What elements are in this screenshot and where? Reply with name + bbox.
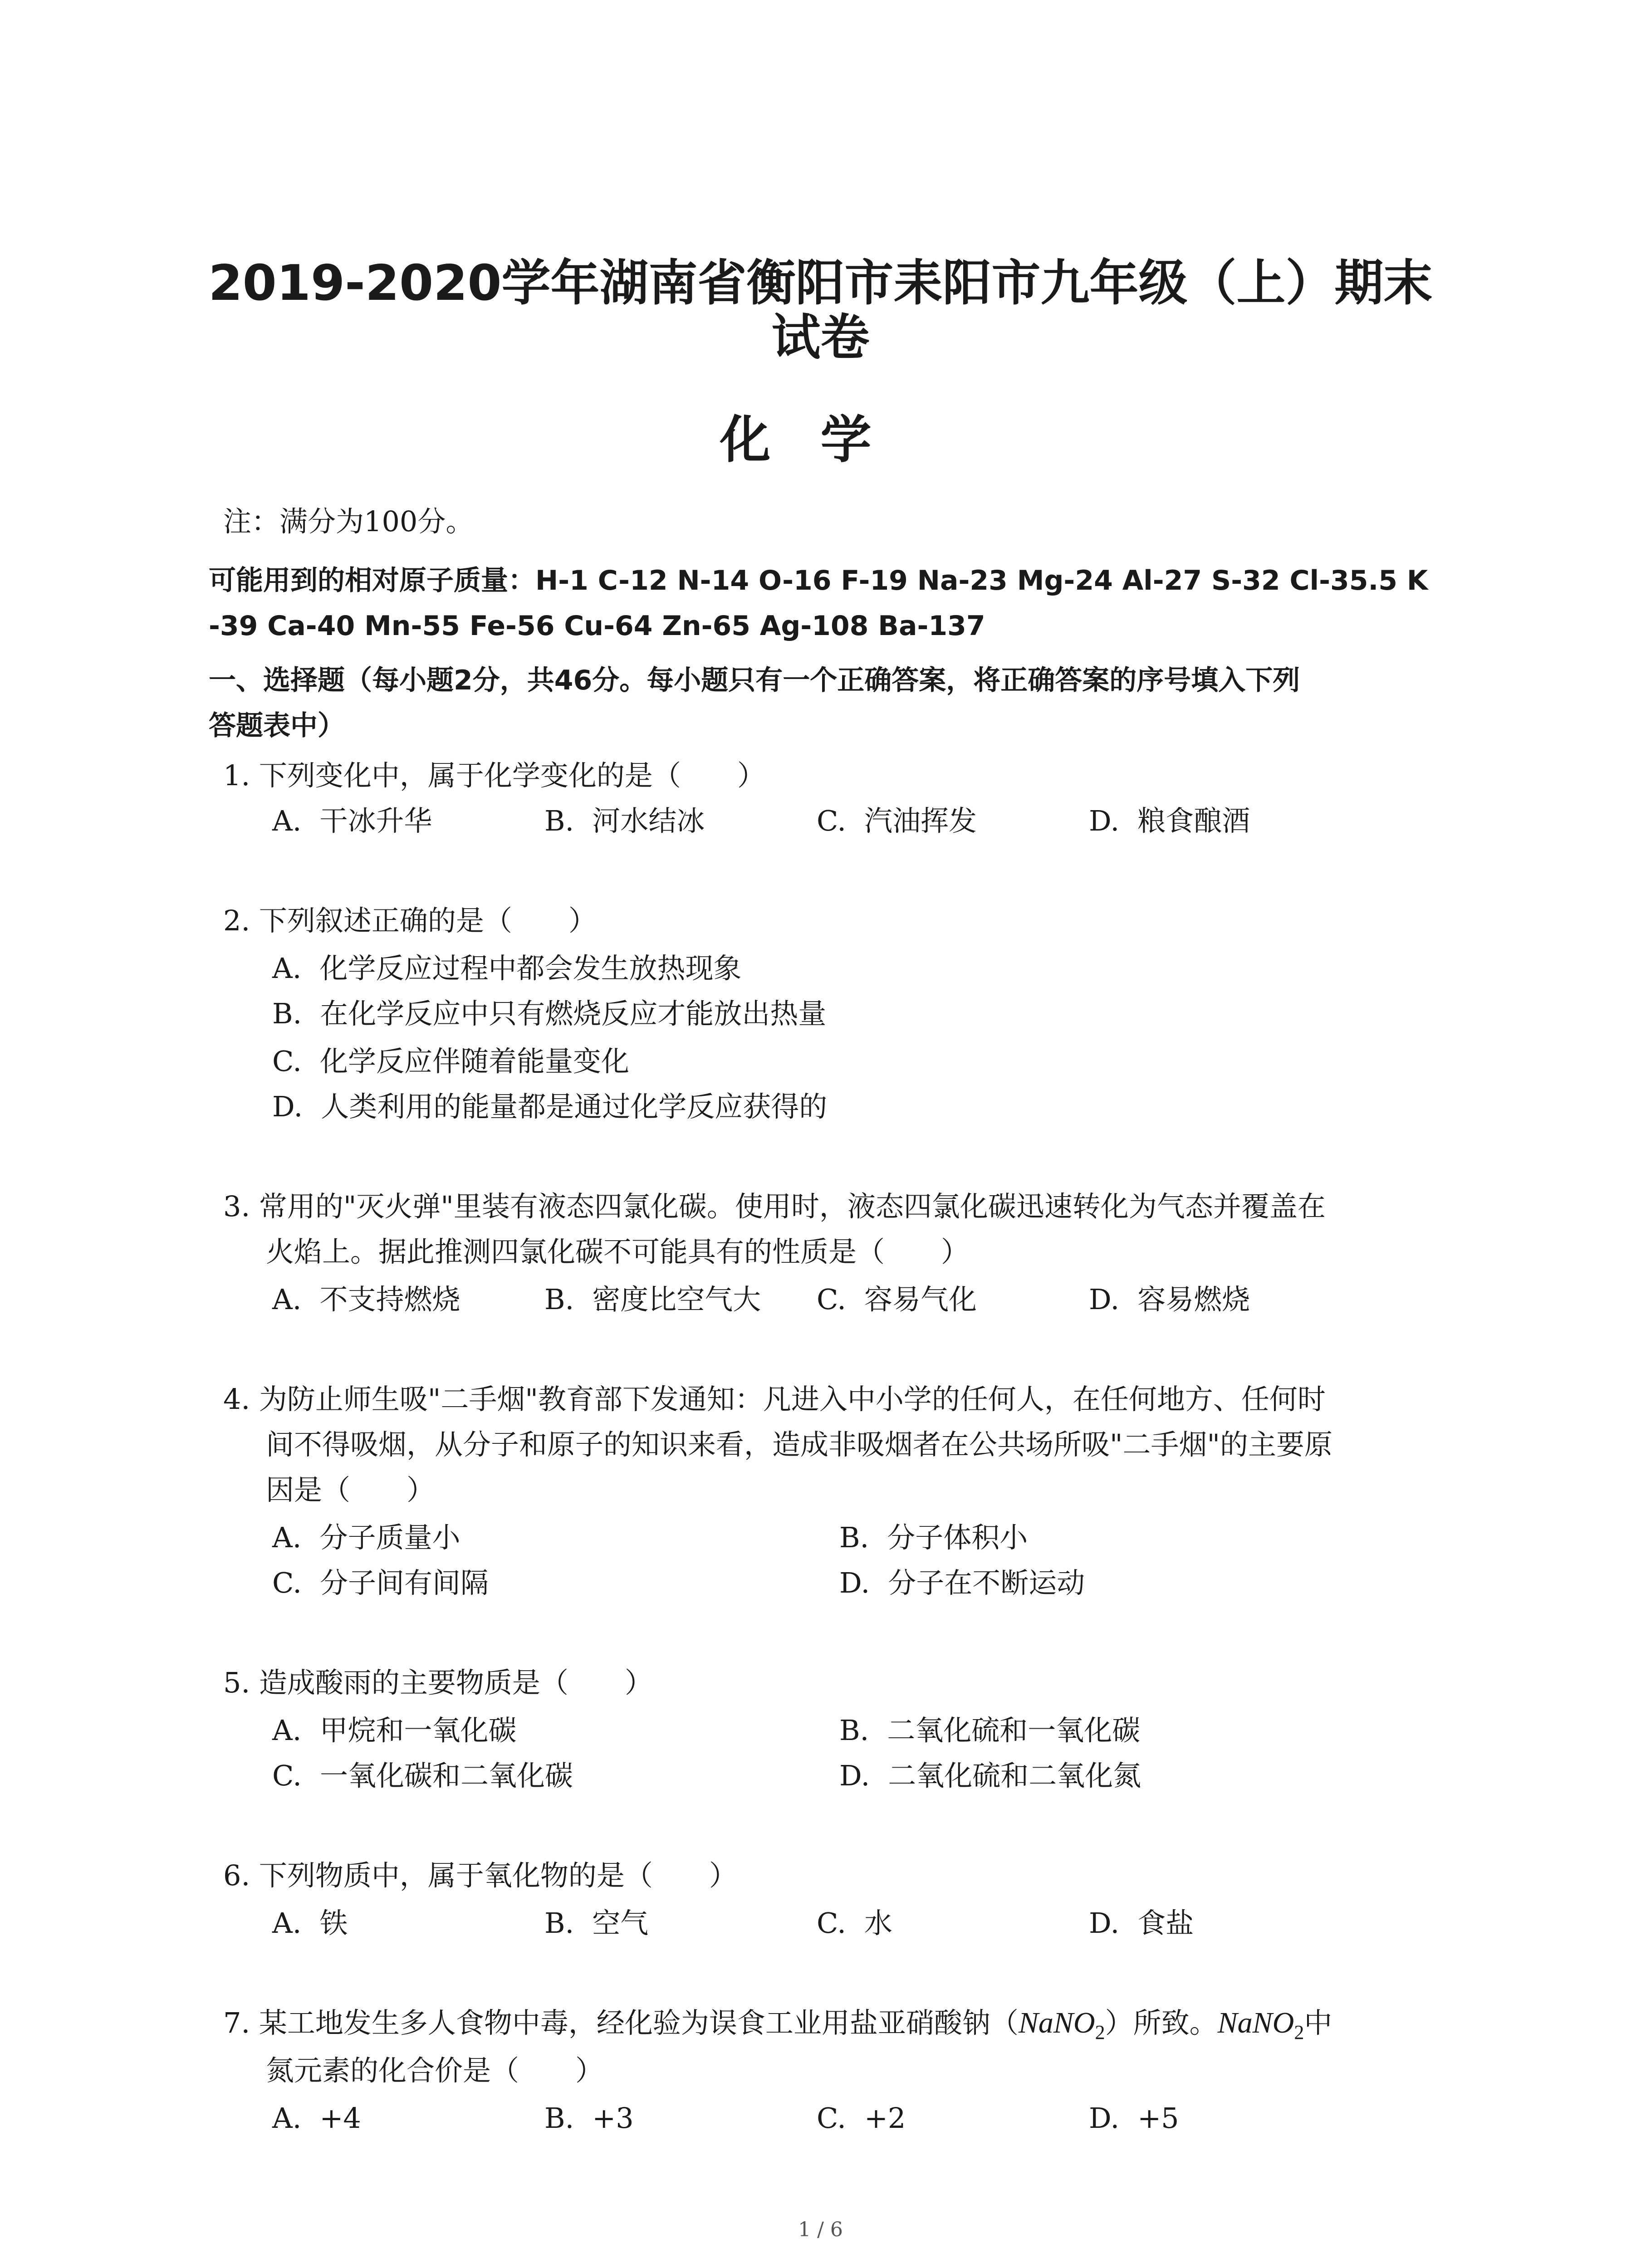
option-text: 人类利用的能量都是通过化学反应获得的	[321, 1090, 828, 1123]
option-letter: A.	[272, 1521, 302, 1554]
option-text: 容易燃烧	[1137, 1283, 1250, 1316]
option-letter: B.	[544, 2102, 574, 2135]
question-7-stem-line2: 氮元素的化合价是（ ）	[266, 2054, 604, 2087]
question-6-option-b[interactable]	[544, 1905, 648, 1941]
question-7-stem-line1	[223, 2005, 1332, 2051]
question-5-stem: 5. 造成酸雨的主要物质是（ ）	[223, 1666, 653, 1699]
question-3-stem-line2: 火焰上。据此推测四氯化碳不可能具有的性质是（ ）	[266, 1235, 970, 1268]
section-header-line1: 一、选择题（每小题2分，共46分。每小题只有一个正确答案，将正确答案的序号填入下列	[209, 665, 1300, 696]
question-1-option-c[interactable]	[817, 803, 977, 839]
option-letter: B.	[839, 1714, 869, 1747]
question-4-stem-line2: 间不得吸烟，从分子和原子的知识来看，造成非吸烟者在公共场所吸"二手烟"的主要原	[266, 1428, 1333, 1461]
option-text: 河水结冰	[592, 804, 705, 837]
question-5-option-a[interactable]	[272, 1712, 517, 1749]
question-2-option-d[interactable]	[272, 1089, 827, 1125]
option-text: 化学反应过程中都会发生放热现象	[319, 952, 742, 985]
option-text: 二氧化硫和二氧化氮	[888, 1759, 1141, 1792]
question-7-option-b[interactable]	[544, 2100, 634, 2136]
question-3-option-c[interactable]	[817, 1281, 977, 1318]
exam-title-line2: 试卷	[771, 309, 870, 366]
question-7-option-c[interactable]	[817, 2100, 906, 2136]
question-2-stem: 2. 下列叙述正确的是（ ）	[223, 904, 597, 937]
option-letter: D.	[839, 1566, 870, 1599]
question-7-option-d[interactable]	[1089, 2100, 1179, 2136]
option-text: 不支持燃烧	[319, 1283, 460, 1316]
option-text: 干冰升华	[319, 804, 432, 837]
subject-title: 化学	[720, 411, 921, 469]
option-text: 分子质量小	[319, 1521, 460, 1554]
chemical-formula: NaNO$_2$	[1217, 2006, 1304, 2044]
atomic-masses-line1: 可能用到的相对原子质量：H-1 C-12 N-14 O-16 F-19 Na-23 Mg-24 Al-27 S-32 Cl-35.5 K	[209, 565, 1428, 596]
option-letter: D.	[1089, 1906, 1120, 1940]
option-letter: B.	[544, 804, 574, 837]
question-2-option-a[interactable]	[272, 950, 742, 987]
option-text: 食盐	[1137, 1906, 1194, 1940]
option-text: +3	[592, 2102, 634, 2135]
option-text: 分子体积小	[887, 1521, 1028, 1554]
question-4-option-c[interactable]	[272, 1565, 489, 1601]
option-text: +5	[1137, 2102, 1179, 2135]
question-3-option-b[interactable]	[544, 1281, 761, 1318]
stem-text: 中	[1304, 2006, 1332, 2039]
option-letter: B.	[544, 1283, 574, 1316]
option-text: 容易气化	[864, 1283, 977, 1316]
question-7-option-a[interactable]	[272, 2100, 361, 2136]
option-letter: B.	[839, 1521, 869, 1554]
option-letter: C.	[817, 804, 846, 837]
option-text: 一氧化碳和二氧化碳	[319, 1759, 573, 1792]
option-text: 在化学反应中只有燃烧反应才能放出热量	[320, 997, 827, 1030]
option-letter: C.	[817, 1283, 846, 1316]
question-3-stem-line1: 3. 常用的"灭火弹"里装有液态四氯化碳。使用时，液态四氯化碳迅速转化为气态并覆盖在	[223, 1190, 1326, 1223]
score-note: 注：满分为100分。	[223, 505, 474, 538]
question-1-stem: 1. 下列变化中，属于化学变化的是（ ）	[223, 759, 765, 792]
option-letter: C.	[272, 1566, 302, 1599]
question-6-stem: 6. 下列物质中，属于氧化物的是（ ）	[223, 1859, 737, 1892]
option-letter: D.	[1089, 1283, 1120, 1316]
option-text: 密度比空气大	[592, 1283, 761, 1316]
option-text: 甲烷和一氧化碳	[319, 1714, 517, 1747]
option-letter: A.	[272, 952, 302, 985]
option-letter: C.	[272, 1759, 302, 1792]
option-letter: B.	[544, 1906, 574, 1940]
question-6-option-c[interactable]	[817, 1905, 892, 1941]
section-header-line2: 答题表中）	[209, 710, 345, 742]
option-text: 空气	[592, 1906, 649, 1940]
question-4-stem-line3: 因是（ ）	[266, 1473, 435, 1506]
question-1-option-d[interactable]	[1089, 803, 1250, 839]
question-3-option-a[interactable]	[272, 1281, 460, 1318]
question-6-option-a[interactable]	[272, 1905, 348, 1941]
option-letter: A.	[272, 2102, 302, 2135]
option-letter: C.	[272, 1045, 302, 1078]
question-4-option-b[interactable]	[839, 1520, 1028, 1556]
option-letter: D.	[1089, 2102, 1120, 2135]
question-1-option-b[interactable]	[544, 803, 705, 839]
option-text: 铁	[319, 1906, 348, 1940]
option-text: 分子间有间隔	[319, 1566, 489, 1599]
atomic-masses-line2: -39 Ca-40 Mn-55 Fe-56 Cu-64 Zn-65 Ag-108 Ba-137	[209, 610, 985, 642]
question-5-option-b[interactable]	[839, 1712, 1140, 1749]
question-4-stem-line1: 4. 为防止师生吸"二手烟"教育部下发通知：凡进入中小学的任何人，在任何地方、任何时	[223, 1383, 1326, 1416]
option-text: 分子在不断运动	[888, 1566, 1085, 1599]
question-4-option-d[interactable]	[839, 1565, 1085, 1601]
option-letter: B.	[272, 997, 302, 1030]
question-5-option-c[interactable]	[272, 1758, 573, 1794]
option-text: +2	[864, 2102, 906, 2135]
stem-text: 7. 某工地发生多人食物中毒，经化验为误食工业用盐亚硝酸钠（	[223, 2006, 1019, 2039]
option-letter: A.	[272, 1906, 302, 1940]
question-1-option-a[interactable]	[272, 803, 432, 839]
question-5-option-d[interactable]	[839, 1758, 1141, 1794]
question-2-option-c[interactable]	[272, 1043, 629, 1080]
option-letter: A.	[272, 804, 302, 837]
question-4-option-a[interactable]	[272, 1520, 460, 1556]
option-text: 化学反应伴随着能量变化	[319, 1045, 629, 1078]
option-text: 粮食酿酒	[1137, 804, 1250, 837]
exam-title-line1: 2019-2020学年湖南省衡阳市耒阳市九年级（上）期末	[208, 255, 1433, 312]
page-number: 1 / 6	[798, 2218, 843, 2241]
option-letter: D.	[272, 1090, 303, 1123]
question-6-option-d[interactable]	[1089, 1905, 1194, 1941]
option-text: 汽油挥发	[864, 804, 977, 837]
option-letter: D.	[1089, 804, 1120, 837]
stem-text: ）所致。	[1105, 2006, 1218, 2039]
option-letter: A.	[272, 1283, 302, 1316]
option-letter: C.	[817, 1906, 846, 1940]
option-text: 水	[864, 1906, 892, 1940]
option-text: +4	[319, 2102, 361, 2135]
option-letter: C.	[817, 2102, 846, 2135]
chemical-formula: NaNO$_2$	[1018, 2006, 1105, 2044]
question-2-option-b[interactable]	[272, 996, 826, 1032]
option-text: 二氧化硫和一氧化碳	[887, 1714, 1141, 1747]
question-3-option-d[interactable]	[1089, 1281, 1250, 1318]
option-letter: D.	[839, 1759, 870, 1792]
option-letter: A.	[272, 1714, 302, 1747]
